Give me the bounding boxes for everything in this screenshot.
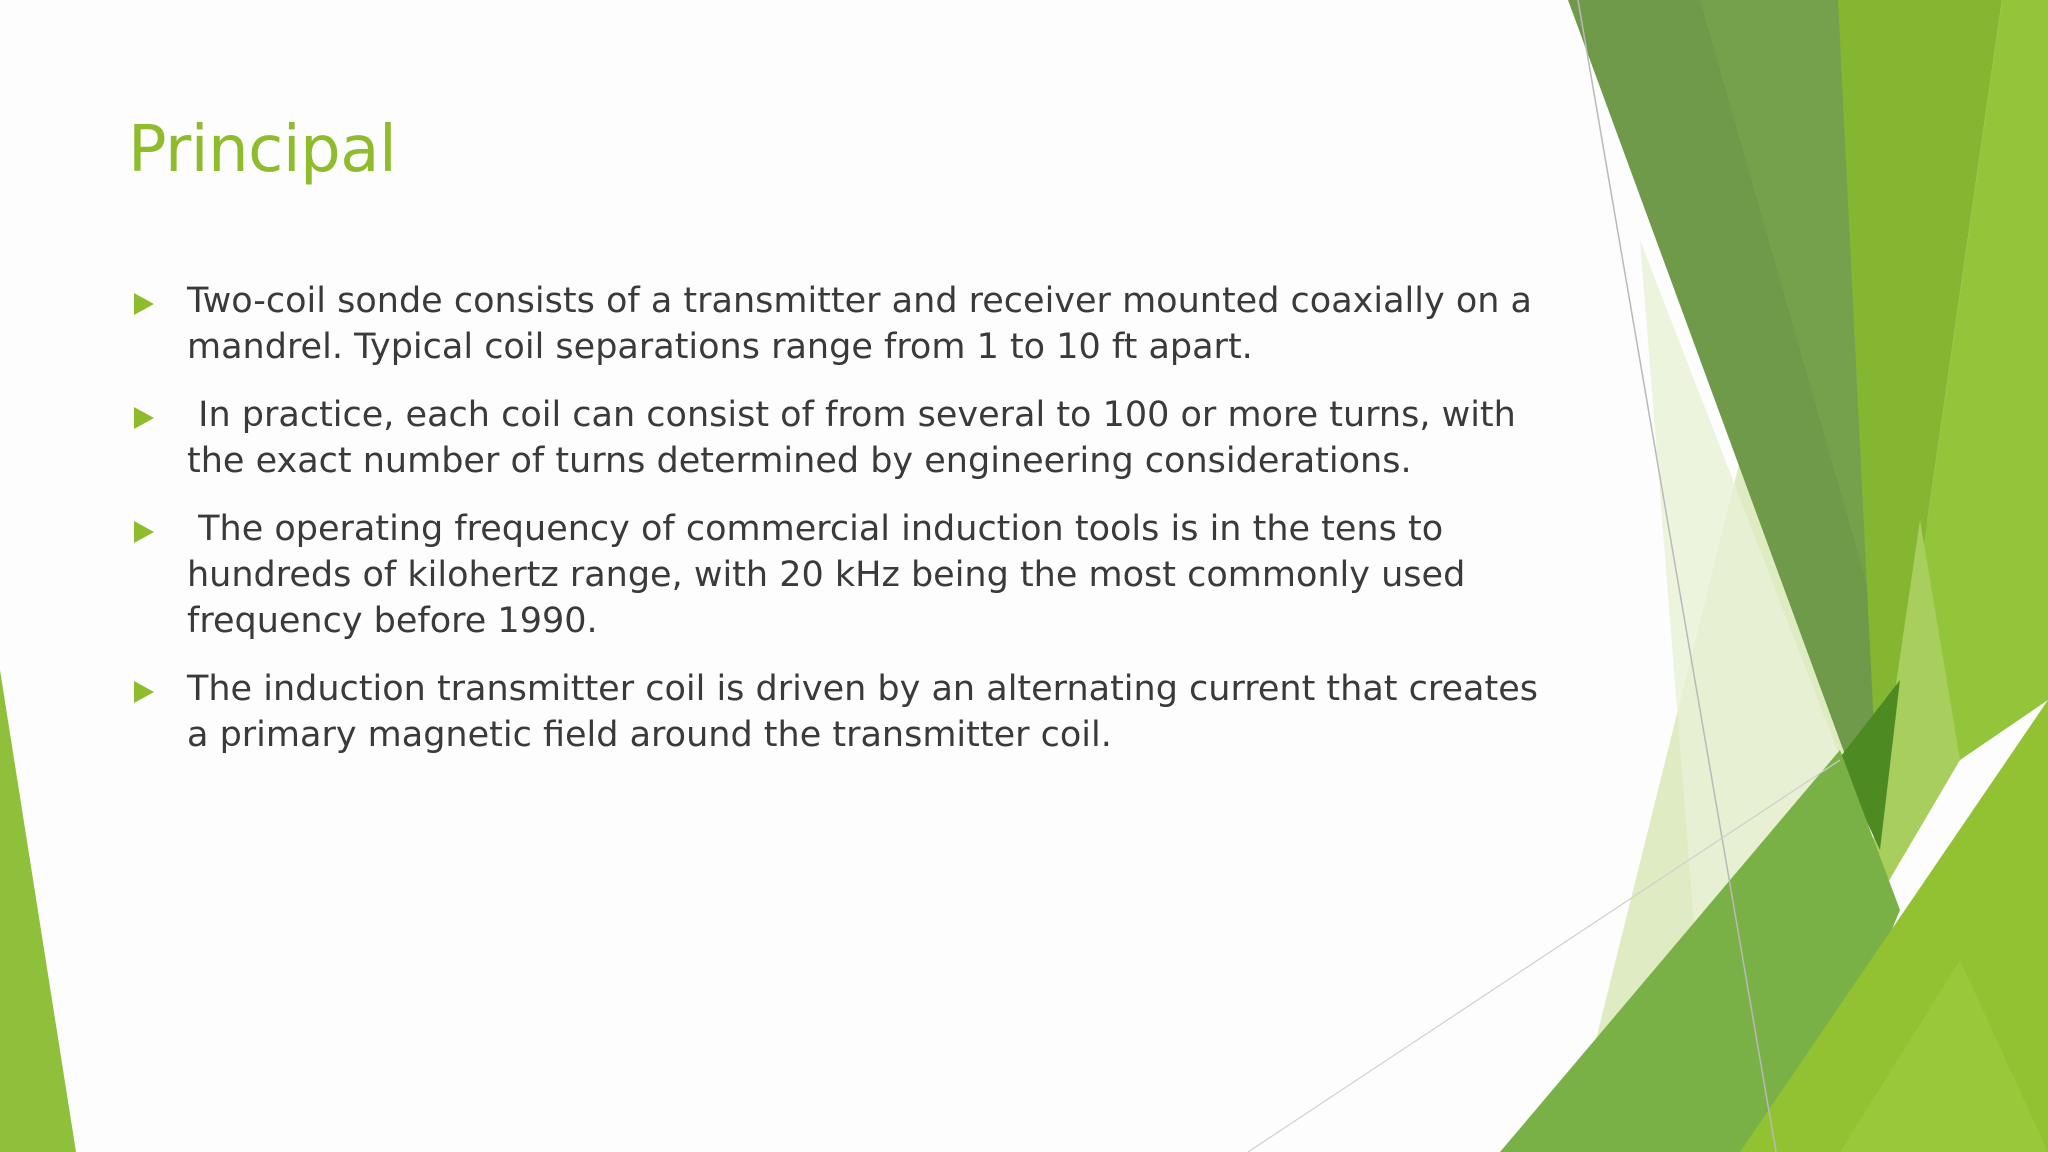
bullet-item [128, 278, 1548, 370]
bullet-item [128, 506, 1548, 644]
bullet-list [128, 278, 1548, 780]
bullet-text: In practice, each coil can consist of from several to 100 or more turns, with the exact number of turns determined by engineering considerations. [187, 395, 1527, 481]
bullet-item [128, 392, 1548, 484]
slide-title: Principal [128, 113, 397, 187]
bullet-text: The induction transmitter coil is driven by an alternating current that creates a primary magnetic field around the transmitter coil. [187, 669, 1550, 755]
bullet-text: Two-coil sonde consists of a transmitter and receiver mounted coaxially on a mandrel. Typical coil separations range from 1 to 10 ft apart. [187, 281, 1544, 367]
left-edge-shape [0, 670, 76, 1152]
triangle-right-icon [134, 681, 154, 703]
triangle-right-icon [134, 407, 154, 429]
triangle-right-icon [134, 293, 154, 315]
bullet-text: The operating frequency of commercial induction tools is in the tens to hundreds of kilohertz range, with 20 kHz being the most commonly used frequency before 1990. [187, 509, 1477, 641]
bullet-item [128, 666, 1548, 758]
triangle-right-icon [134, 521, 154, 543]
